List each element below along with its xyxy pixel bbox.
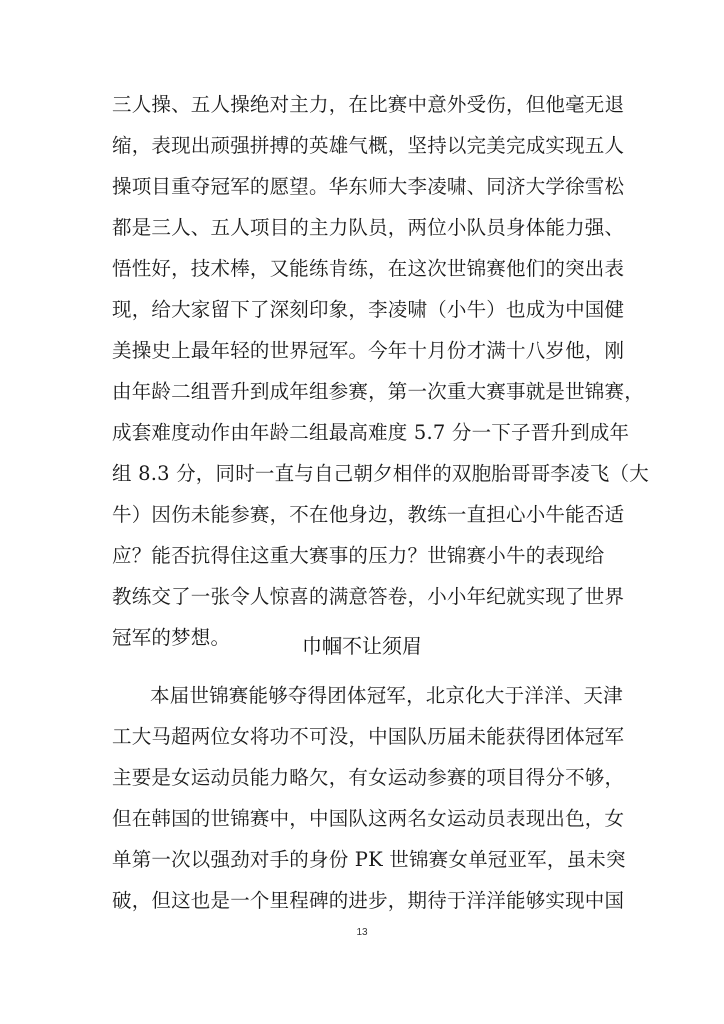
text-line: 破，但这也是一个里程碑的进步，期待于洋洋能够实现中国: [112, 889, 625, 912]
text-line: 美操史上最年轻的世界冠军。今年十月份才满十八岁他，刚: [112, 339, 625, 362]
text-line: 本届世锦赛能够夺得团体冠军，北京化大于洋洋、天津: [150, 684, 623, 707]
text-line: 都是三人、五人项目的主力队员，两位小队员身体能力强、: [112, 216, 625, 239]
text-line: 应？能否抗得住这重大赛事的压力？世锦赛小牛的表现给: [112, 544, 605, 567]
page-number: 13: [356, 927, 368, 938]
text-line: 主要是女运动员能力略欠，有女运动参赛的项目得分不够，: [112, 766, 625, 789]
section-heading: 巾帼不让须眉: [302, 634, 422, 658]
text-line: 组 8.3 分，同时一直与自己朝夕相伴的双胞胎哥哥李凌飞（大: [112, 462, 649, 485]
text-line: 悟性好，技术棒，又能练肯练，在这次世锦赛他们的突出表: [112, 257, 625, 280]
text-line: 成套难度动作由年龄二组最高难度 5.7 分一下子晋升到成年: [112, 421, 630, 444]
text-line: 但在韩国的世锦赛中，中国队这两名女运动员表现出色，女: [112, 807, 625, 830]
text-line: 由年龄二组晋升到成年组参赛，第一次重大赛事就是世锦赛，: [112, 380, 644, 403]
text-line: 缩，表现出顽强拼搏的英雄气概，坚持以完美完成实现五人: [112, 134, 625, 157]
text-line: 单第一次以强劲对手的身份 PK 世锦赛女单冠亚军，虽未突: [112, 848, 626, 871]
text-line: 冠军的梦想。: [112, 626, 231, 649]
text-line: 现，给大家留下了深刻印象，李凌啸（小牛）也成为中国健: [112, 298, 625, 321]
text-line: 操项目重夺冠军的愿望。华东师大李凌啸、同济大学徐雪松: [112, 175, 625, 198]
text-line: 工大马超两位女将功不可没，中国队历届未能获得团体冠军: [112, 725, 625, 748]
text-line: 教练交了一张令人惊喜的满意答卷，小小年纪就实现了世界: [112, 585, 625, 608]
text-line: 牛）因伤未能参赛，不在他身边，教练一直担心小牛能否适: [112, 503, 625, 526]
text-line: 三人操、五人操绝对主力，在比赛中意外受伤，但他毫无退: [112, 93, 625, 116]
